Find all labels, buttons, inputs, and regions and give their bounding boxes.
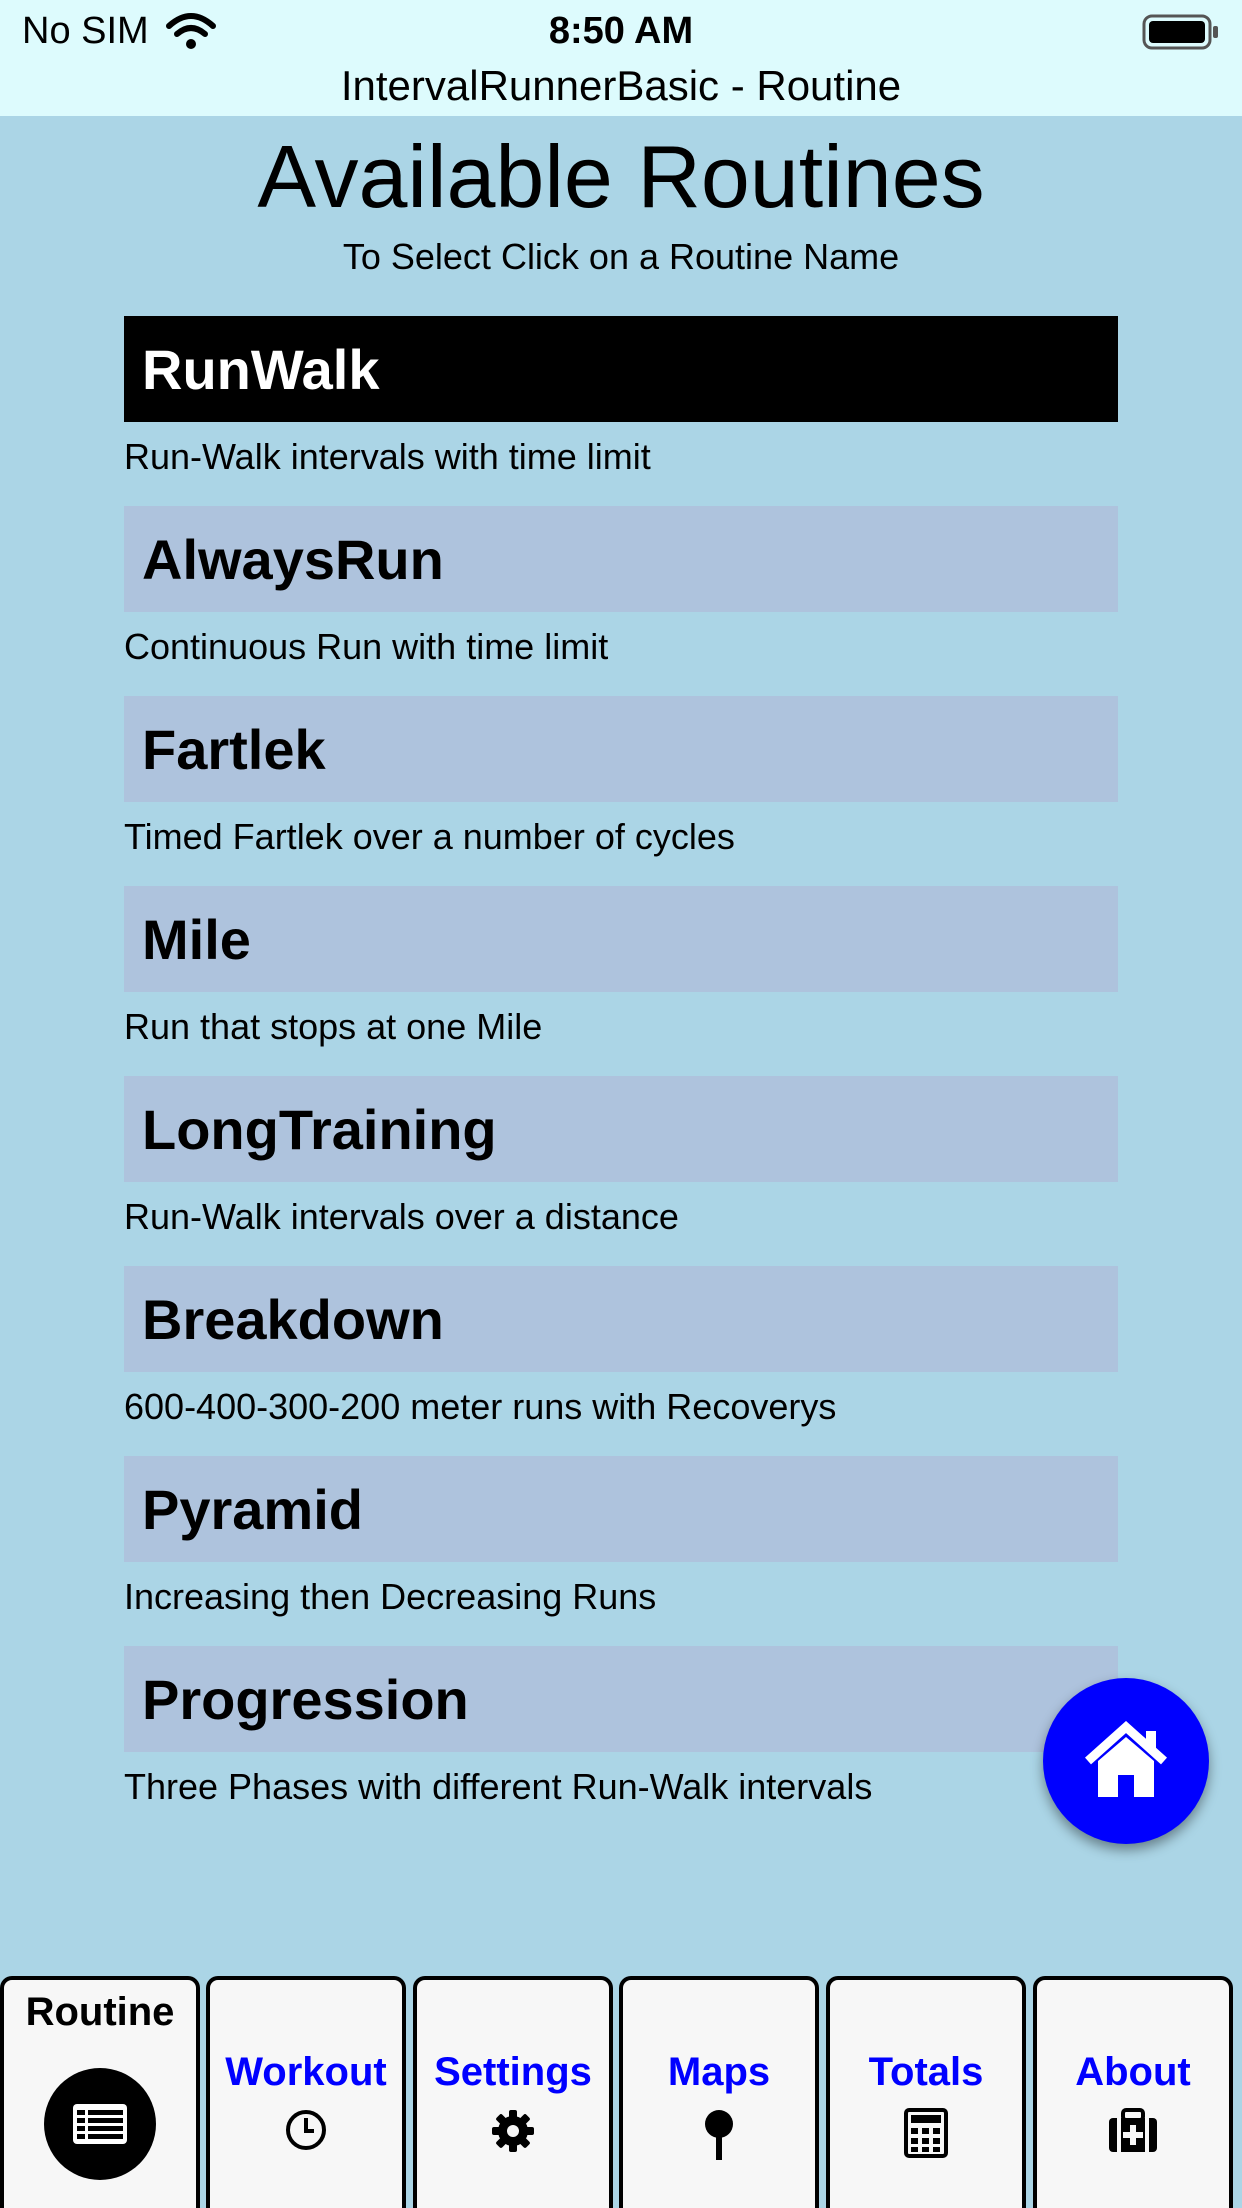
status-time: 8:50 AM [548,10,694,52]
routine-description: Run that stops at one Mile [124,1006,543,1047]
routine-item [124,696,1118,886]
routine-item [124,316,1118,506]
routine-item [124,1076,1118,1266]
tab-label: Maps [667,2050,771,2094]
routine-longtraining-button[interactable]: LongTraining [124,1076,1118,1182]
home-button[interactable] [1043,1678,1209,1844]
routine-item [124,1456,1118,1646]
gear-icon [490,2108,536,2154]
routine-item [124,886,1118,1076]
calculator-icon [904,2108,948,2158]
routine-breakdown-button[interactable]: Breakdown [124,1266,1118,1372]
tab-label: Workout [225,2050,387,2094]
pin-icon [701,2108,737,2162]
routine-mile-button[interactable]: Mile [124,886,1118,992]
routine-runwalk-button[interactable]: RunWalk [124,316,1118,422]
list-icon [73,2104,127,2144]
tab-label: Settings [434,2050,592,2094]
routine-description: Timed Fartlek over a number of cycles [124,816,735,857]
tab-about[interactable] [1033,1976,1233,2208]
tab-workout[interactable] [206,1976,406,2208]
clock-icon [284,2108,328,2152]
routine-description: Three Phases with different Run-Walk intervals [124,1766,873,1807]
page-subtitle: To Select Click on a Routine Name [342,236,900,277]
routine-description: Run-Walk intervals over a distance [124,1196,679,1237]
home-icon [1080,1721,1172,1801]
routine-list [124,316,1118,1836]
tab-label: About [1075,2050,1191,2094]
routine-description: Run-Walk intervals with time limit [124,436,651,477]
tab-label: Totals [868,2050,984,2094]
routine-fartlek-button[interactable]: Fartlek [124,696,1118,802]
routine-progression-button[interactable]: Progression [124,1646,1118,1752]
routine-description: 600-400-300-200 meter runs with Recoverys [124,1386,837,1427]
status-bar [0,0,1242,116]
routine-item [124,1266,1118,1456]
tab-label: Routine [25,1990,175,2034]
routine-description: Continuous Run with time limit [124,626,609,667]
carrier-label: No SIM [22,10,149,52]
tab-settings[interactable] [413,1976,613,2208]
routine-description: Increasing then Decreasing Runs [124,1576,657,1617]
tab-maps[interactable] [619,1976,819,2208]
routine-item [124,1646,1118,1836]
page-title: Available Routines [257,127,985,226]
tab-bar [0,1976,1242,2208]
battery-icon [1142,14,1220,50]
first-aid-icon [1107,2108,1159,2154]
routine-alwaysrun-button[interactable]: AlwaysRun [124,506,1118,612]
tab-routine[interactable] [0,1976,200,2208]
routine-pyramid-button[interactable]: Pyramid [124,1456,1118,1562]
nav-title: IntervalRunnerBasic - Routine [340,62,902,109]
tab-totals[interactable] [826,1976,1026,2208]
routine-item [124,506,1118,696]
